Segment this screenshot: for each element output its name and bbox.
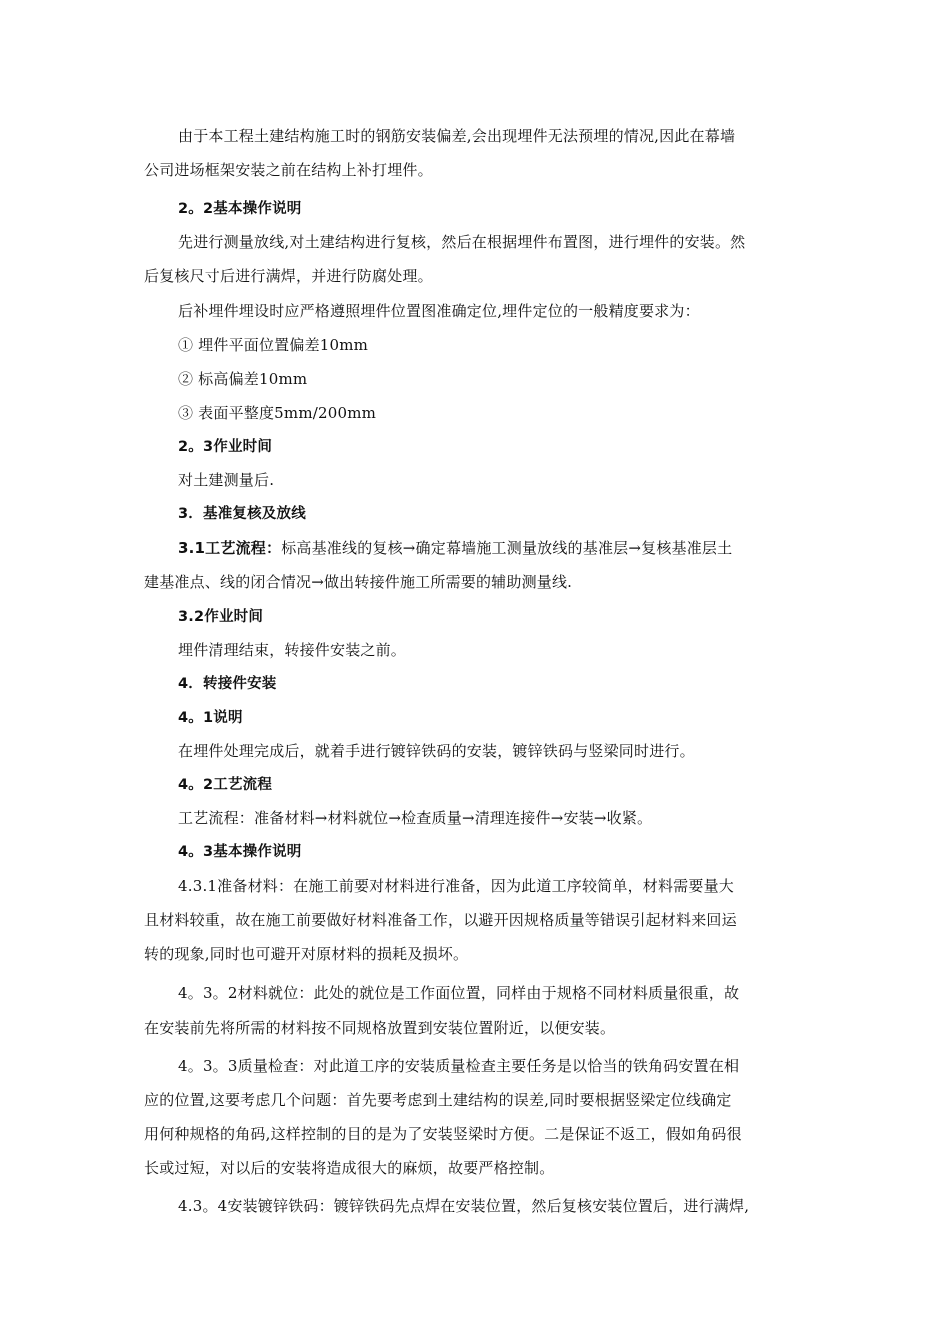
paragraph-line: 由于本工程土建结构施工时的钢筋安装偏差,会出现埋件无法预埋的情况,因此在幕墙 (178, 127, 736, 145)
paragraph-line: 长或过短，对以后的安装将造成很大的麻烦，故要严格控制。 (144, 1159, 555, 1177)
section-heading: 4。2工艺流程 (178, 777, 273, 793)
list-item: ① 埋件平面位置偏差10mm (178, 336, 369, 354)
list-item: ③ 表面平整度5mm/200mm (178, 404, 377, 422)
inline-heading: 3.1工艺流程： (178, 539, 282, 557)
paragraph-line: 先进行测量放线,对土建结构进行复核，然后在根据埋件布置图，进行埋件的安装。然 (178, 233, 746, 251)
paragraph-line: 在埋件处理完成后，就着手进行镀锌铁码的安装，镀锌铁码与竖梁同时进行。 (178, 742, 695, 760)
paragraph-line (178, 538, 732, 558)
paragraph-line: 建基准点、线的闭合情况→做出转接件施工所需要的辅助测量线. (144, 573, 573, 591)
paragraph-line: 应的位置,这要考虑几个问题：首先要考虑到土建结构的误差,同时要根据竖梁定位线确定 (144, 1091, 732, 1109)
paragraph-line: 埋件清理结束，转接件安装之前。 (178, 641, 407, 659)
section-heading: 4．转接件安装 (178, 676, 277, 692)
section-heading: 4。1说明 (178, 710, 243, 726)
paragraph-line: 后复核尺寸后进行满焊，并进行防腐处理。 (144, 267, 433, 285)
section-heading: 2。2基本操作说明 (178, 201, 302, 217)
paragraph-text: 标高基准线的复核→确定幕墙施工测量放线的基准层→复核基准层土 (281, 539, 733, 557)
section-heading: 4。3基本操作说明 (178, 844, 302, 860)
paragraph-line: 公司进场框架安装之前在结构上补打埋件。 (144, 161, 433, 179)
paragraph-line: 在安装前先将所需的材料按不同规格放置到安装位置附近，以便安装。 (144, 1019, 616, 1037)
section-heading: 3．基准复核及放线 (178, 506, 306, 522)
paragraph-line: 工艺流程：准备材料→材料就位→检查质量→清理连接件→安装→收紧。 (178, 809, 653, 827)
paragraph-line: 且材料较重，故在施工前要做好材料准备工作，以避开因规格质量等错误引起材料来回运 (144, 911, 737, 929)
paragraph-line: 后补埋件埋设时应严格遵照埋件位置图准确定位,埋件定位的一般精度要求为： (178, 302, 700, 320)
paragraph-line: 4。3。2材料就位：此处的就位是工作面位置，同样由于规格不同材料质量很重，故 (178, 984, 740, 1002)
paragraph-line: 转的现象,同时也可避开对原材料的损耗及损坏。 (144, 945, 469, 963)
paragraph-line: 对土建测量后. (178, 471, 275, 489)
list-item: ② 标高偏差10mm (178, 370, 308, 388)
paragraph-line: 用何种规格的角码,这样控制的目的是为了安装竖梁时方便。二是保证不返工，假如角码很 (144, 1125, 742, 1143)
paragraph-line: 4.3。4安装镀锌铁码：镀锌铁码先点焊在安装位置，然后复核安装位置后，进行满焊, (178, 1197, 750, 1215)
section-heading: 3.2作业时间 (178, 609, 264, 625)
section-heading: 2。3作业时间 (178, 439, 273, 455)
paragraph-line: 4。3。3质量检查：对此道工序的安装质量检查主要任务是以恰当的铁角码安置在相 (178, 1057, 740, 1075)
paragraph-line: 4.3.1准备材料：在施工前要对材料进行准备，因为此道工序较简单，材料需要量大 (178, 877, 734, 895)
